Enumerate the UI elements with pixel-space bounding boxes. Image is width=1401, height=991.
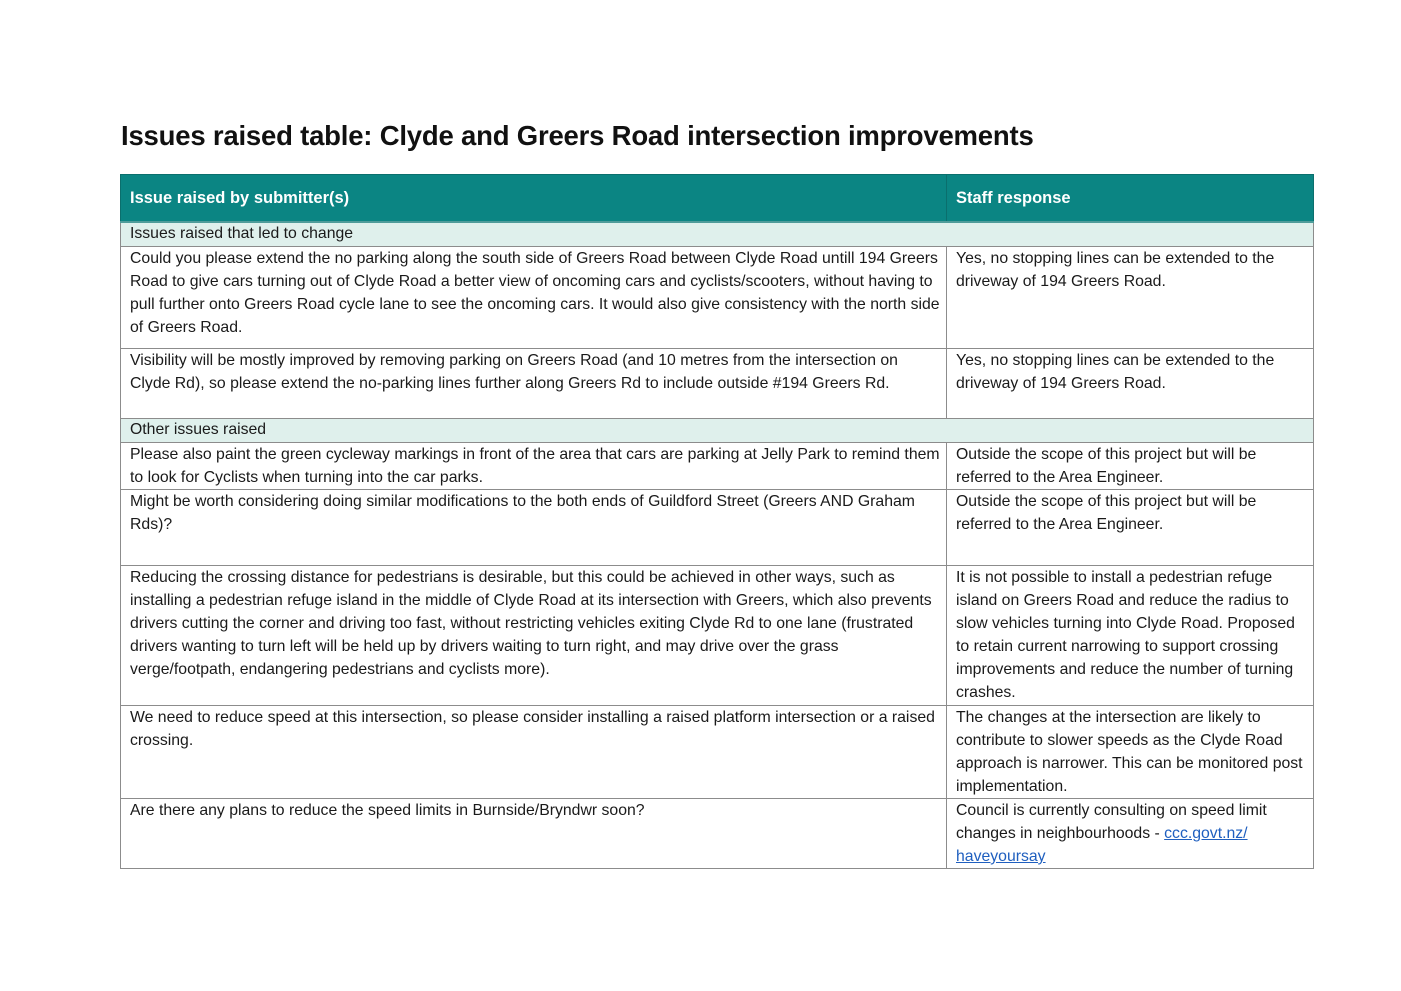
- haveyoursay-link[interactable]: ccc.govt.nz/ haveyoursay: [956, 825, 1248, 865]
- table-row: [121, 349, 1314, 419]
- response-cell: [947, 799, 1314, 869]
- issues-table: [120, 174, 1314, 869]
- issue-cell: Are there any plans to reduce the speed limits in Burnside/Bryndwr soon?: [121, 799, 947, 869]
- response-cell: Outside the scope of this project but will be referred to the Area Engineer.: [947, 443, 1314, 490]
- issue-cell: Please also paint the green cycleway markings in front of the area that cars are parking at Jelly Park to remind them to look for Cyclists when turning into the car parks.: [121, 443, 947, 490]
- response-text: Council is currently consulting on speed limit changes in neighbourhoods -: [956, 802, 1267, 842]
- issue-cell: Visibility will be mostly improved by removing parking on Greers Road (and 10 metres from the intersection on Clyde Rd), so please extend the no-parking lines further along Greers Rd to include outside #194 Greers Rd.: [121, 349, 947, 419]
- page-title: Issues raised table: Clyde and Greers Road intersection improvements: [121, 120, 1034, 151]
- response-cell: It is not possible to install a pedestrian refuge island on Greers Road and reduce the radius to slow vehicles turning into Clyde Road. Proposed to retain current narrowing to support crossing improvements and reduce the number of turning crashes.: [947, 566, 1314, 706]
- response-cell: The changes at the intersection are likely to contribute to slower speeds as the Clyde Road approach is narrower. This can be monitored post implementation.: [947, 706, 1314, 799]
- column-header-response: Staff response: [947, 175, 1314, 223]
- response-cell: Yes, no stopping lines can be extended to the driveway of 194 Greers Road.: [947, 349, 1314, 419]
- response-cell: Yes, no stopping lines can be extended to the driveway of 194 Greers Road.: [947, 247, 1314, 349]
- table-row: [121, 706, 1314, 799]
- section-label: Issues raised that led to change: [121, 222, 1314, 247]
- table-header-row: [121, 175, 1314, 223]
- column-header-issue: Issue raised by submitter(s): [121, 175, 947, 223]
- issue-cell: Could you please extend the no parking along the south side of Greers Road between Clyde Road untill 194 Greers Road to give cars turning out of Clyde Road a better view of oncoming cars and cyclists/scooters, without having to pull further onto Greers Road cycle lane to see the oncoming cars. It would also give consistency with the north side of Greers Road.: [121, 247, 947, 349]
- section-row-other: [121, 419, 1314, 443]
- response-cell: Outside the scope of this project but will be referred to the Area Engineer.: [947, 490, 1314, 566]
- table-row: [121, 799, 1314, 869]
- issue-cell: Reducing the crossing distance for pedestrians is desirable, but this could be achieved in other ways, such as installing a pedestrian refuge island in the middle of Clyde Road at its intersection with Greers, which also prevents drivers cutting the corner and driving too fast, without restricting vehicles exiting Clyde Rd to one lane (frustrated drivers wanting to turn left will be held up by drivers waiting to turn right, and may drive over the grass verge/footpath, endangering pedestrians and cyclists more).: [121, 566, 947, 706]
- issue-cell: Might be worth considering doing similar modifications to the both ends of Guildford Street (Greers AND Graham Rds)?: [121, 490, 947, 566]
- table-row: [121, 490, 1314, 566]
- table-row: [121, 247, 1314, 349]
- section-label: Other issues raised: [121, 419, 1314, 443]
- section-row-changes: [121, 222, 1314, 247]
- issue-cell: We need to reduce speed at this intersection, so please consider installing a raised platform intersection or a raised crossing.: [121, 706, 947, 799]
- table-row: [121, 566, 1314, 706]
- table-row: [121, 443, 1314, 490]
